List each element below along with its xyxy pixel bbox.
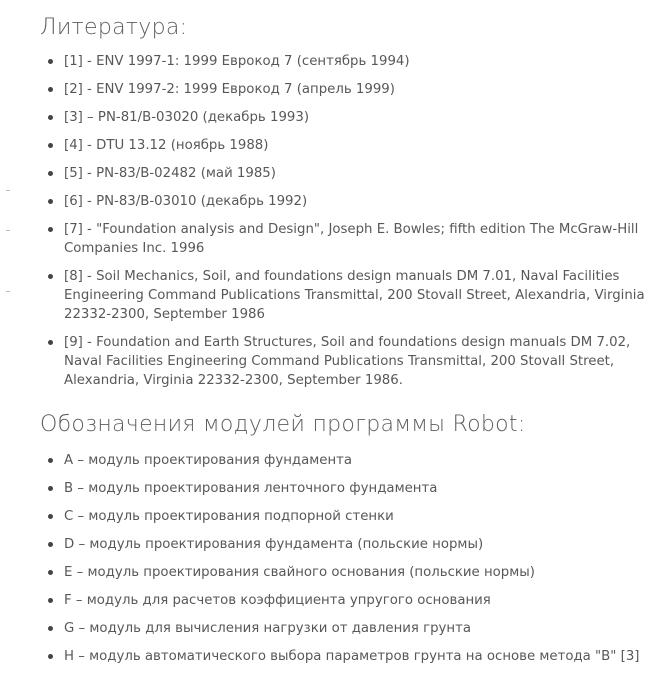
literature-item: [1] - ENV 1997-1: 1999 Еврокод 7 (сентябрь 1994) xyxy=(40,52,645,71)
literature-item: [7] - "Foundation analysis and Design", Joseph E. Bowles; fifth edition The McGraw-Hill Companies Inc. 1996 xyxy=(40,220,645,258)
module-item: C – модуль проектирования подпорной стенки xyxy=(40,507,645,526)
literature-item: [5] - PN-83/B-02482 (май 1985) xyxy=(40,164,645,183)
literature-item: [9] - Foundation and Earth Structures, Soil and foundations design manuals DM 7.02, Naval Facilities Engineering Command Publications Transmittal, 200 Stovall Street, Alexandria, Virginia 22332-2300, September 1986. xyxy=(40,333,645,390)
literature-item: [6] - PN-83/B-03010 (декабрь 1992) xyxy=(40,192,645,211)
module-item: E – модуль проектирования свайного основания (польские нормы) xyxy=(40,563,645,582)
literature-item: [4] - DTU 13.12 (ноябрь 1988) xyxy=(40,136,645,155)
module-item: H – модуль автоматического выбора параметров грунта на основе метода "B" [3] xyxy=(40,647,645,666)
module-item: D – модуль проектирования фундамента (польские нормы) xyxy=(40,535,645,554)
margin-mark xyxy=(6,291,10,292)
literature-item: [3] – PN-81/B-03020 (декабрь 1993) xyxy=(40,108,645,127)
literature-list xyxy=(40,52,645,399)
module-item: A – модуль проектирования фундамента xyxy=(40,451,645,470)
module-item: F – модуль для расчетов коэффициента упругого основания xyxy=(40,591,645,610)
margin-mark xyxy=(6,230,10,231)
module-item: G – модуль для вычисления нагрузки от давления грунта xyxy=(40,619,645,638)
modules-heading: Обозначения модулей программы Robot: xyxy=(40,412,526,437)
module-item: B – модуль проектирования ленточного фундамента xyxy=(40,479,645,498)
literature-item: [2] - ENV 1997-2: 1999 Еврокод 7 (апрель 1999) xyxy=(40,80,645,99)
modules-list xyxy=(40,451,645,675)
margin-mark xyxy=(6,190,10,191)
literature-heading: Литература: xyxy=(40,15,188,40)
literature-item: [8] - Soil Mechanics, Soil, and foundations design manuals DM 7.01, Naval Facilities Engineering Command Publications Transmittal, 200 Stovall Street, Alexandria, Virginia 22332-2300, September 1986 xyxy=(40,267,645,324)
